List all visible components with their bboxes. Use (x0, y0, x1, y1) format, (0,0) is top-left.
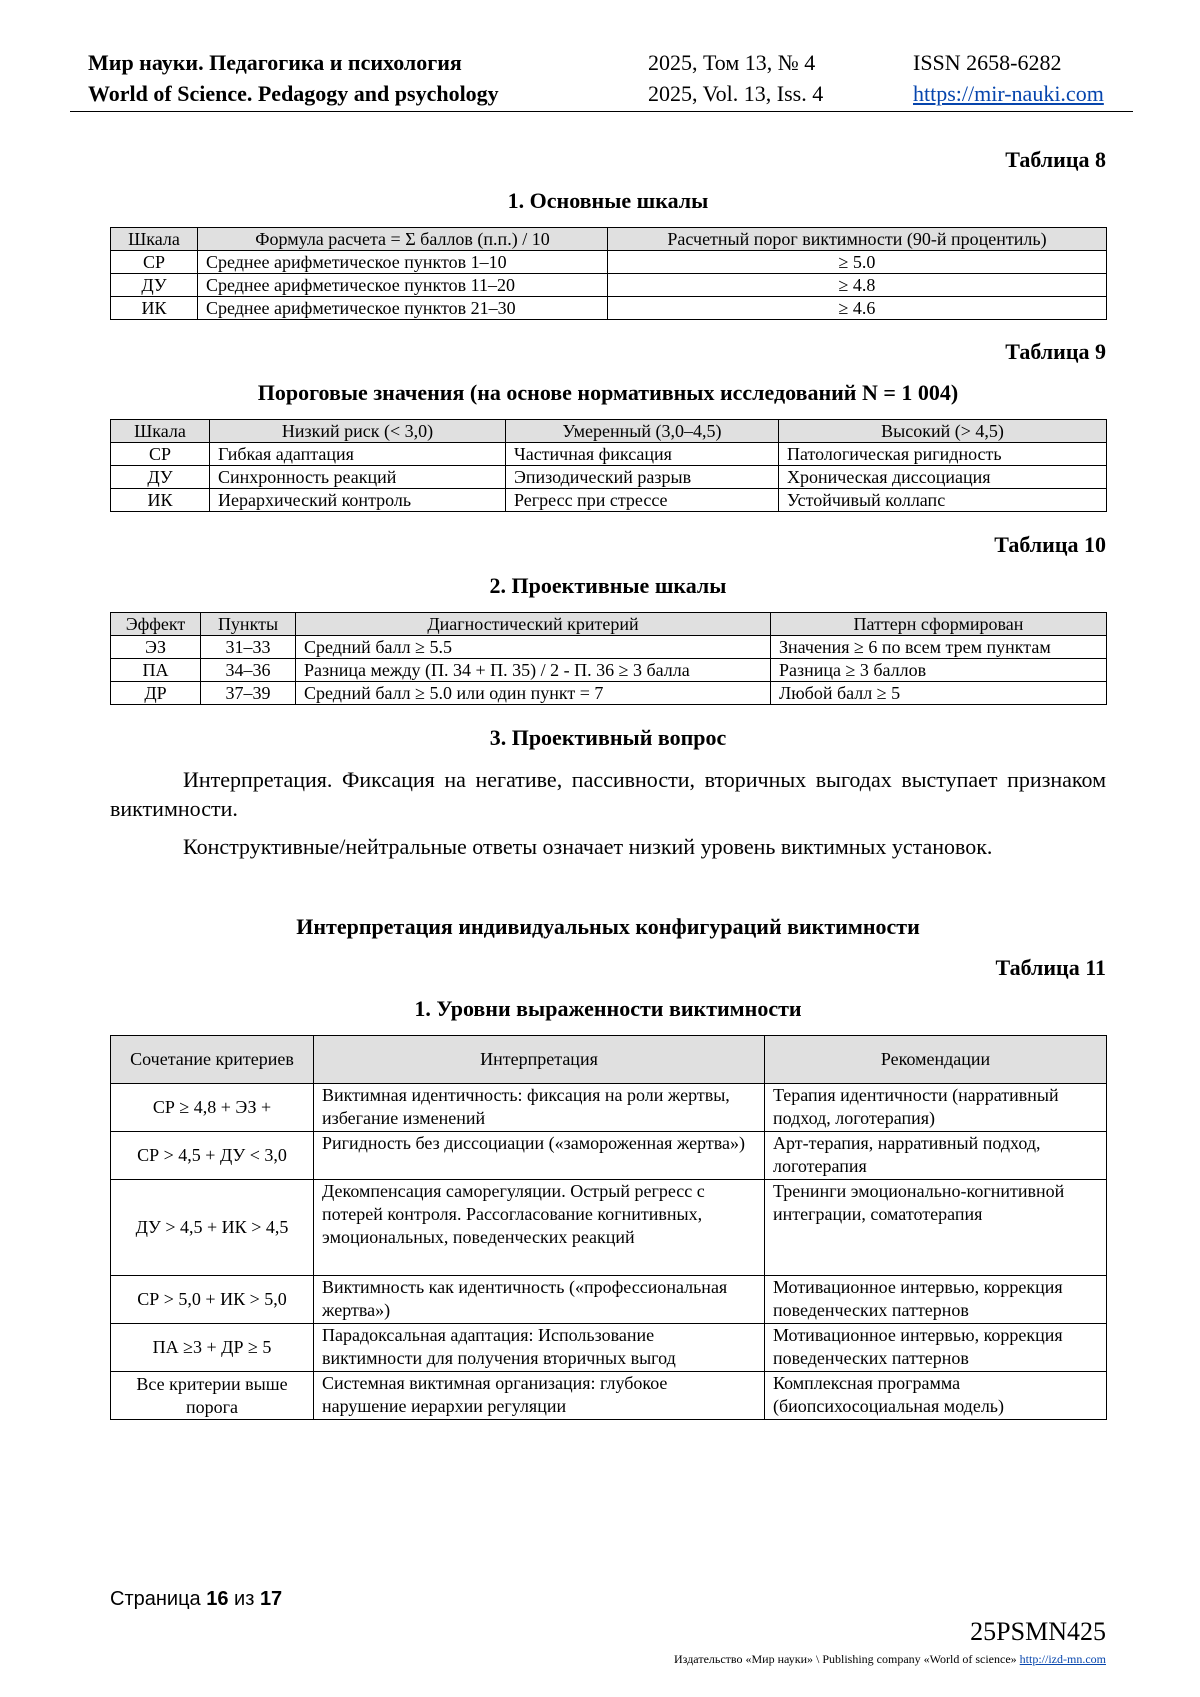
table-header-cell: Эффект (111, 613, 201, 636)
table-header-row (111, 613, 1107, 636)
page-number: 16 (206, 1588, 229, 1610)
table-cell: ИК (111, 489, 210, 512)
table-header-cell: Сочетание критериев (111, 1036, 314, 1084)
table-cell: ПА (111, 659, 201, 682)
table-cell: СР (111, 443, 210, 466)
interpretation-heading: Интерпретация индивидуальных конфигураций виктимности (296, 914, 920, 939)
table-cell: Значения ≥ 6 по всем трем пунктам (771, 636, 1107, 659)
table-cell: ПА ≥3 + ДР ≥ 5 (111, 1324, 314, 1372)
table-cell: Среднее арифметическое пунктов 21–30 (198, 297, 608, 320)
table-cell: Хроническая диссоциация (779, 466, 1107, 489)
journal-title-en: World of Science. Pedagogy and psychology (88, 81, 499, 106)
table-cell: Регресс при стрессе (506, 489, 779, 512)
table-cell: ДУ (111, 274, 198, 297)
table-header-cell: Паттерн сформирован (771, 613, 1107, 636)
table-cell: Среднее арифметическое пунктов 11–20 (198, 274, 608, 297)
table-header-cell: Низкий риск (< 3,0) (210, 420, 506, 443)
table10-caption: 2. Проективные шкалы (489, 573, 727, 598)
table-cell: ЭЗ (111, 636, 201, 659)
table-header-cell: Шкала (111, 420, 210, 443)
table-row (111, 251, 1107, 274)
of-word: из (234, 1588, 255, 1610)
table8-label: Таблица 8 (1005, 147, 1106, 172)
table-row (111, 274, 1107, 297)
table-header-cell: Формула расчета = Σ баллов (п.п.) / 10 (198, 228, 608, 251)
table9-caption: Пороговые значения (на основе нормативных исследований N = 1 004) (257, 380, 959, 405)
table9 (110, 419, 1107, 512)
table-cell: Комплексная программа (биопсихосоциальная модель) (765, 1372, 1107, 1420)
table-header-cell: Диагностический критерий (296, 613, 771, 636)
table-header-cell: Высокий (> 4,5) (779, 420, 1107, 443)
table-cell: Тренинги эмоционально-когнитивной интеграции, соматотерапия (765, 1180, 1107, 1276)
table-cell: Терапия идентичности (нарративный подход, логотерапия) (765, 1084, 1107, 1132)
table-cell: Эпизодический разрыв (506, 466, 779, 489)
table-cell: Мотивационное интервью, коррекция поведенческих паттернов (765, 1276, 1107, 1324)
page-word: Страница (110, 1588, 201, 1610)
table-cell: 37–39 (201, 682, 296, 705)
table-cell: СР > 4,5 + ДУ < 3,0 (111, 1132, 314, 1180)
table-header-cell: Расчетный порог виктимности (90-й процентиль) (608, 228, 1107, 251)
table-header-row (111, 1036, 1107, 1084)
issue-en: 2025, Vol. 13, Iss. 4 (648, 81, 824, 106)
table-cell: Арт-терапия, нарративный подход, логотерапия (765, 1132, 1107, 1180)
table-row (111, 636, 1107, 659)
table-cell: СР > 5,0 + ИК > 5,0 (111, 1276, 314, 1324)
table-header-row (111, 420, 1107, 443)
table-cell: СР ≥ 4,8 + ЭЗ + (111, 1084, 314, 1132)
table10 (110, 612, 1107, 705)
table-row (111, 1084, 1107, 1132)
table-cell: СР (111, 251, 198, 274)
table-row (111, 659, 1107, 682)
issn: ISSN 2658-6282 (913, 50, 1062, 75)
table-cell: ≥ 4.8 (608, 274, 1107, 297)
table-cell: Виктимность как идентичность («профессиональная жертва») (314, 1276, 765, 1324)
header-divider (70, 111, 1133, 112)
table-row (111, 443, 1107, 466)
interpretation-paragraph: Интерпретация. Фиксация на негативе, пассивности, вторичных выгодах выступает признаком виктимности. (110, 767, 1106, 821)
journal-title-ru: Мир науки. Педагогика и психология (88, 50, 462, 75)
article-code: 25PSMN425 (970, 1617, 1106, 1646)
table9-label: Таблица 9 (1005, 339, 1106, 364)
table-cell: Виктимная идентичность: фиксация на роли жертвы, избегание изменений (314, 1084, 765, 1132)
table-cell: Ригидность без диссоциации («замороженная жертва») (314, 1132, 765, 1180)
table-cell: Устойчивый коллапс (779, 489, 1107, 512)
table-row (111, 1324, 1107, 1372)
table-row (111, 1276, 1107, 1324)
table-cell: ≥ 5.0 (608, 251, 1107, 274)
table-row (111, 682, 1107, 705)
table-row (111, 466, 1107, 489)
table-cell: Средний балл ≥ 5.5 (296, 636, 771, 659)
table-cell: Средний балл ≥ 5.0 или один пункт = 7 (296, 682, 771, 705)
table-cell: Иерархический контроль (210, 489, 506, 512)
table-header-cell: Рекомендации (765, 1036, 1107, 1084)
constructive-paragraph: Конструктивные/нейтральные ответы означает низкий уровень виктимных установок. (183, 834, 993, 859)
table11-label: Таблица 11 (995, 955, 1106, 980)
table-cell: ДР (111, 682, 201, 705)
table-header-cell: Шкала (111, 228, 198, 251)
table-row (111, 1372, 1107, 1420)
table-cell: Системная виктимная организация: глубокое нарушение иерархии регуляции (314, 1372, 765, 1420)
journal-url-link[interactable]: https://mir-nauki.com (913, 81, 1104, 106)
table-header-cell: Интерпретация (314, 1036, 765, 1084)
publisher-name: Издательство «Мир науки» \ Publishing company «World of science» (674, 1652, 1017, 1666)
page-total: 17 (259, 1588, 283, 1610)
publisher-line (674, 1652, 1106, 1667)
table-cell: Все критерии выше порога (111, 1372, 314, 1420)
table-cell: ДУ (111, 466, 210, 489)
table-cell: Разница ≥ 3 баллов (771, 659, 1107, 682)
issue-ru: 2025, Том 13, № 4 (648, 50, 816, 75)
table-cell: Декомпенсация саморегуляции. Острый регресс с потерей контроля. Рассогласование когнитивных, эмоциональных, поведенческих реакций (314, 1180, 765, 1276)
table-cell: Любой балл ≥ 5 (771, 682, 1107, 705)
table-cell: Гибкая адаптация (210, 443, 506, 466)
table-cell: Мотивационное интервью, коррекция поведенческих паттернов (765, 1324, 1107, 1372)
table-cell: Патологическая ригидность (779, 443, 1107, 466)
table-cell: 31–33 (201, 636, 296, 659)
table8 (110, 227, 1107, 320)
table-header-cell: Пункты (201, 613, 296, 636)
table-cell: ДУ > 4,5 + ИК > 4,5 (111, 1180, 314, 1276)
table11-caption: 1. Уровни выраженности виктимности (414, 996, 802, 1021)
table-cell: Среднее арифметическое пунктов 1–10 (198, 251, 608, 274)
table-cell: Частичная фиксация (506, 443, 779, 466)
table-cell: ≥ 4.6 (608, 297, 1107, 320)
table-cell: Разница между (П. 34 + П. 35) / 2 - П. 36 ≥ 3 балла (296, 659, 771, 682)
table-row (111, 1132, 1107, 1180)
table-cell: Парадоксальная адаптация: Использование виктимности для получения вторичных выгод (314, 1324, 765, 1372)
section3-title: 3. Проективный вопрос (489, 725, 727, 750)
table-row (111, 297, 1107, 320)
table10-label: Таблица 10 (994, 532, 1106, 557)
table-header-row (111, 228, 1107, 251)
table-header-cell: Умеренный (3,0–4,5) (506, 420, 779, 443)
page-counter (110, 1588, 282, 1611)
table8-caption: 1. Основные шкалы (507, 188, 709, 213)
table-row (111, 1180, 1107, 1276)
table-cell: ИК (111, 297, 198, 320)
table-row (111, 489, 1107, 512)
table-cell: 34–36 (201, 659, 296, 682)
publisher-link[interactable]: http://izd-mn.com (1019, 1652, 1106, 1666)
table11 (110, 1035, 1107, 1420)
table-cell: Синхронность реакций (210, 466, 506, 489)
